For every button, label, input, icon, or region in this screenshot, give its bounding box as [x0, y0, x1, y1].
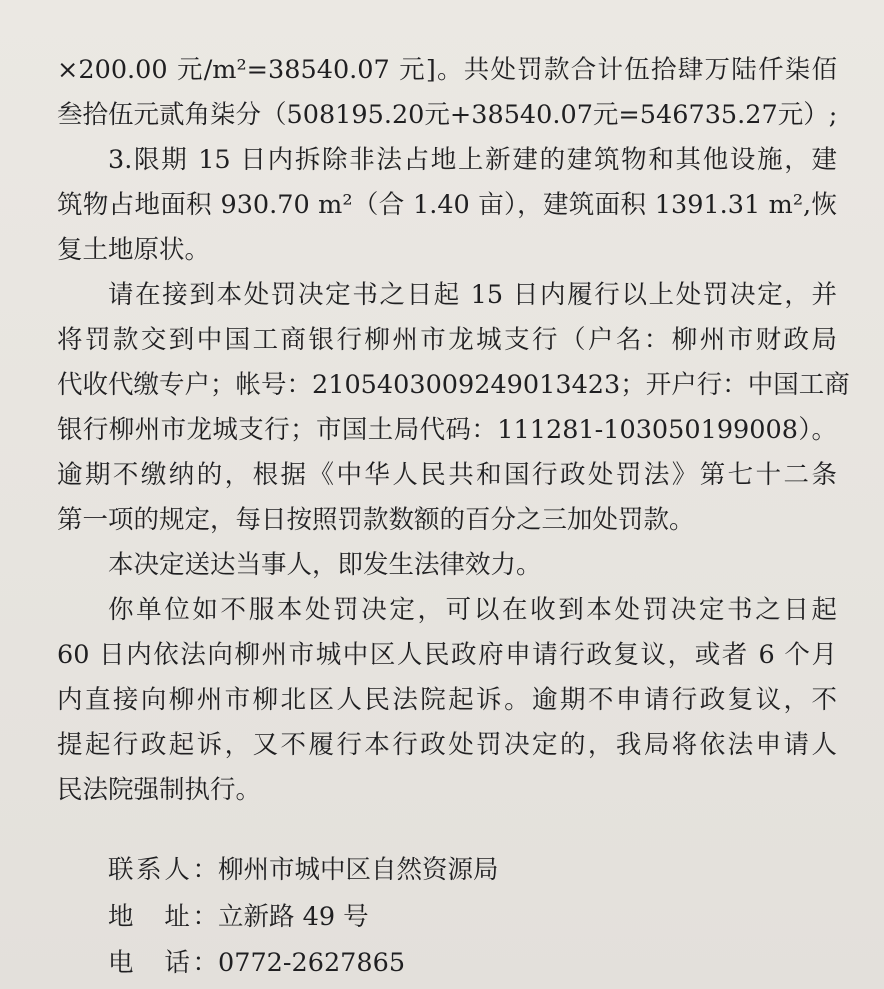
text-line: 民法院强制执行。 — [57, 775, 262, 805]
text-line: 复土地原状。 — [57, 235, 211, 265]
text-line: 筑物占地面积 930.70 m²（合 1.40 亩），建筑面积 1391.31 m²,恢 — [57, 190, 837, 220]
contact-address-label: 地 址： — [108, 902, 218, 932]
text-line: 本决定送达当事人，即发生法律效力。 — [108, 550, 542, 580]
text-line: 内直接向柳州市柳北区人民法院起诉。逾期不申请行政复议，不 — [57, 685, 837, 715]
text-line: 提起行政起诉，又不履行本行政处罚决定的，我局将依法申请人 — [57, 730, 837, 760]
text-line: 银行柳州市龙城支行；市国土局代码：111281-103050199008）。 — [57, 415, 837, 445]
text-line: 第一项的规定，每日按照罚款数额的百分之三加处罚款。 — [57, 505, 695, 535]
contact-address-value: 立新路 49 号 — [218, 902, 369, 932]
text-line: 60 日内依法向柳州市城中区人民政府申请行政复议，或者 6 个月 — [57, 640, 837, 670]
text-line: 请在接到本处罚决定书之日起 15 日内履行以上处罚决定，并 — [108, 280, 837, 310]
contact-address-row — [108, 899, 369, 935]
text-line: 叁拾伍元贰角柒分（508195.20元+38540.07元=546735.27元）; — [57, 100, 838, 130]
contact-phone-value: 0772-2627865 — [218, 948, 406, 978]
text-line: ×200.00 元/m²=38540.07 元]。共处罚款合计伍拾肆万陆仟柒佰 — [57, 55, 837, 85]
text-line: 代收代缴专户；帐号：2105403009249013423；开户行：中国工商 — [57, 370, 850, 400]
contact-person-label: 联系人： — [108, 855, 218, 885]
contact-phone-label: 电 话： — [108, 948, 218, 978]
text-line: 逾期不缴纳的，根据《中华人民共和国行政处罚法》第七十二条 — [57, 460, 837, 490]
contact-person-value: 柳州市城中区自然资源局 — [218, 855, 499, 885]
contact-person-row — [108, 852, 499, 888]
text-line: 3.限期 15 日内拆除非法占地上新建的建筑物和其他设施，建 — [108, 145, 837, 175]
text-line: 将罚款交到中国工商银行柳州市龙城支行（户名：柳州市财政局 — [57, 325, 837, 355]
text-line: 你单位如不服本处罚决定，可以在收到本处罚决定书之日起 — [108, 595, 837, 625]
contact-phone-row — [108, 945, 405, 981]
